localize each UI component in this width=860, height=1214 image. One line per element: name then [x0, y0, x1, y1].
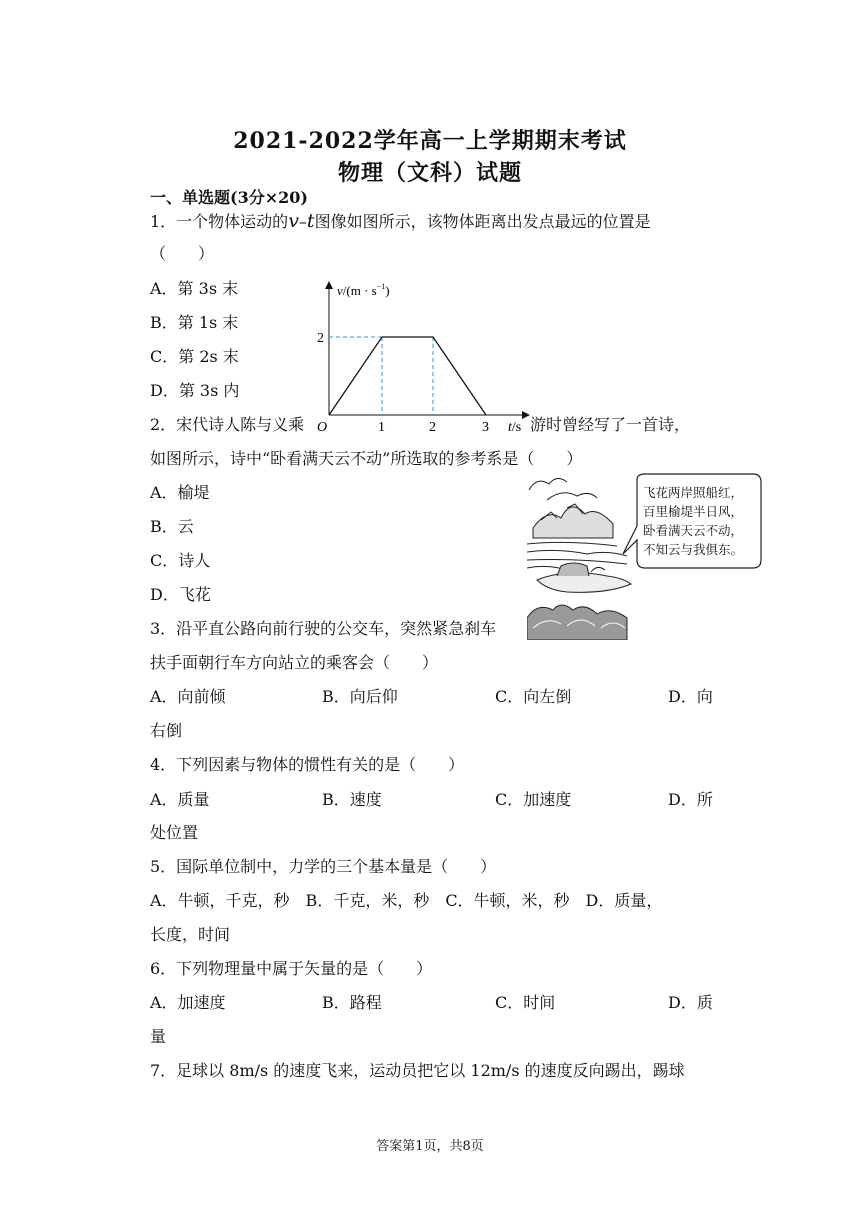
q4-option-d-cont: 处位置 — [150, 823, 199, 842]
section-heading: 一、单选题(3分×20) — [150, 188, 308, 207]
q2-option-c: C．诗人 — [150, 551, 211, 570]
y-axis-arrow — [325, 281, 333, 289]
q1-option-d: D．第 3s 内 — [150, 381, 240, 400]
poem-text — [643, 483, 743, 559]
q2-line1b: 游时曾经写了一首诗， — [530, 415, 691, 434]
q5-stem: 5．国际单位制中，力学的三个基本量是（ ） — [150, 857, 497, 876]
q2-line1a: 2．宋代诗人陈与义乘 — [150, 415, 305, 434]
vt-graph — [310, 275, 530, 435]
y-label-v: v — [337, 283, 343, 298]
q1-stem-a: 1．一个物体运动的 — [150, 212, 289, 231]
x-tick-3: 3 — [482, 420, 489, 435]
q3-option-d: D．向 — [668, 687, 713, 706]
q6-option-d: D．质 — [668, 993, 713, 1012]
poem-line-4: 不知云与我俱东。 — [643, 542, 744, 557]
q5-options-cont: 长度，时间 — [150, 925, 231, 944]
q1-stem-t: t — [306, 210, 315, 232]
q4-stem: 4．下列因素与物体的惯性有关的是（ ） — [150, 755, 465, 774]
q3-option-d-cont: 右倒 — [150, 721, 183, 740]
landscape-sketch — [527, 478, 631, 640]
q1-stem — [150, 211, 651, 232]
q4-option-c: C．加速度 — [495, 790, 572, 809]
q1-option-c: C．第 2s 末 — [150, 347, 239, 366]
exam-subtitle: 物理（文科）试题 — [337, 160, 522, 186]
q6-option-a: A．加速度 — [150, 993, 226, 1012]
x-axis-arrow — [522, 411, 530, 419]
poem-line-1: 飞花两岸照船红， — [643, 485, 744, 500]
q5-options: A．牛顿，千克，秒 B．千克，米，秒 C．牛顿，米，秒 D．质量， — [150, 891, 663, 910]
x-tick-1: 1 — [378, 420, 385, 435]
q3-option-b: B．向后仰 — [322, 687, 398, 706]
x-label-unit: /s — [511, 420, 522, 435]
page-footer: 答案第1页，共8页 — [376, 1139, 484, 1154]
x-label-t: t — [508, 420, 512, 435]
q3-line1: 3．沿平直公路向前行驶的公交车，突然紧急刹车 — [150, 619, 497, 638]
q1-stem-v: v — [288, 210, 299, 232]
q1-stem-b: 图像如图所示，该物体距离出发点最远的位置是 — [314, 212, 651, 231]
q1-option-a: A．第 3s 末 — [150, 279, 239, 298]
q3-option-a: A．向前倾 — [150, 687, 226, 706]
y-axis-label — [337, 282, 390, 298]
q2-option-a: A．榆堤 — [150, 483, 210, 502]
q6-stem: 6．下列物理量中属于矢量的是（ ） — [150, 959, 433, 978]
q4-option-d: D．所 — [668, 790, 713, 809]
y-label-exp: −1 — [376, 282, 386, 291]
q6-option-b: B．路程 — [322, 993, 382, 1012]
y-label-close: ) — [385, 283, 390, 298]
q7-stem: 7．足球以 8m/s 的速度飞来，运动员把它以 12m/s 的速度反向踢出，踢球 — [150, 1061, 685, 1080]
q1-paren: （ ） — [150, 244, 215, 263]
poem-line-2: 百里榆堤半日风， — [643, 504, 744, 519]
q2-option-b: B．云 — [150, 517, 194, 536]
y-tick-2: 2 — [317, 331, 324, 346]
q3-line2: 扶手面朝行车方向站立的乘客会（ ） — [150, 653, 439, 672]
exam-title: 2021-2022学年高一上学期期末考试 — [233, 128, 627, 154]
q4-option-a: A．质量 — [150, 790, 210, 809]
q6-option-c: C．时间 — [495, 993, 556, 1012]
q1-option-b: B．第 1s 末 — [150, 313, 239, 332]
q4-option-b: B．速度 — [322, 790, 382, 809]
q2-option-d: D．飞花 — [150, 585, 211, 604]
y-label-unit: /(m · s — [342, 283, 377, 298]
q6-option-d-cont: 量 — [150, 1027, 167, 1046]
q3-option-c: C．向左倒 — [495, 687, 572, 706]
poem-line-3: 卧看满天云不动， — [643, 523, 744, 538]
velocity-line — [329, 337, 486, 415]
origin-label: O — [317, 420, 328, 435]
q1-stem-dash: – — [298, 212, 307, 231]
q2-line2: 如图所示，诗中“卧看满天云不动”所选取的参考系是（ ） — [150, 449, 583, 468]
x-tick-2: 2 — [429, 420, 436, 435]
x-axis-label — [508, 420, 521, 435]
